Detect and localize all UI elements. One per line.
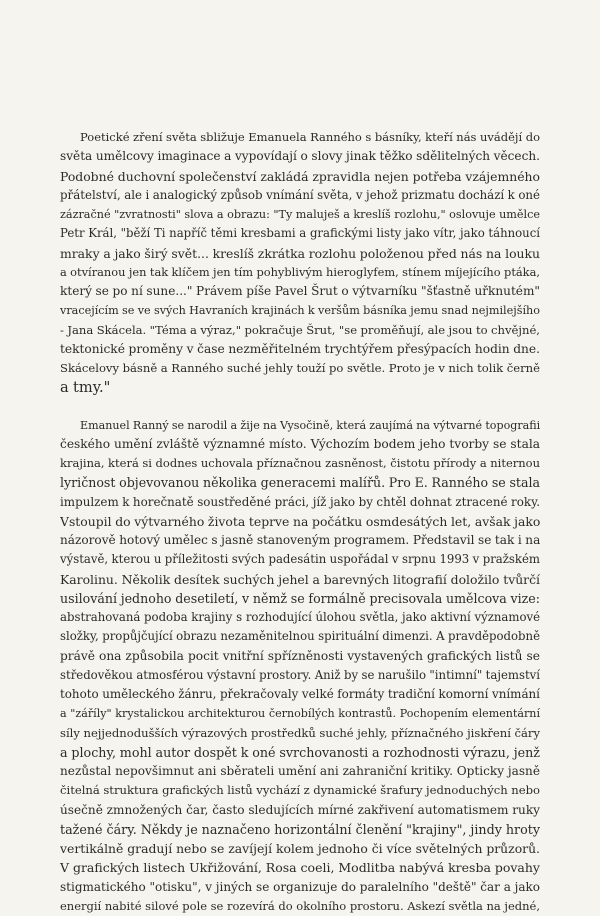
paragraph-gap — [60, 398, 540, 416]
text-line: středověkou atmosférou výstavní prostory. Aniž by se narušilo "intimní" tajemství — [60, 666, 540, 685]
text-line: Karolinu. Několik desítek suchých jehel a barevných litografií doložilo tvůrčí — [60, 570, 540, 589]
text-line: a "záříly" krystalickou architekturou černobílých kontrastů. Pochopením elementární — [60, 704, 540, 723]
text-line: Poetické zření světa sbližuje Emanuela Ranného s básníky, kteří nás uvádějí do — [60, 128, 540, 147]
text-line: a otvíranou jen tak klíčem jen tím pohyblivým hieroglyfem, stínem míjejícího ptáka, — [60, 263, 540, 282]
text-line: V grafických listech Ukřižování, Rosa coeli, Modlitba nabývá kresba povahy — [60, 858, 540, 877]
text-line: mraky a jako širý svět... kreslíš zkrátka rozlohu položenou před nás na louku — [60, 244, 540, 263]
text-line: vertikálně gradují nebo se zavíjejí kolem jednoho či více světelných průzorů. — [60, 839, 540, 858]
text-line: přátelství, ale i analogický způsob vnímání světa, v jehož prizmatu dochází k oné — [60, 186, 540, 205]
text-line: tažené čáry. Někdy je naznačeno horizontální členění "krajiny", jindy hroty — [60, 820, 540, 839]
text-line: abstrahovaná podoba krajiny s rozhodující úlohou světla, jako aktivní významové — [60, 608, 540, 627]
text-line: impulzem k horečnatě soustředěné práci, jíž jako by chtěl dohnat ztracené roky. — [60, 493, 540, 512]
text-line: tohoto uměleckého žánru, překračovaly velké formáty tradiční komorní vnímání — [60, 685, 540, 704]
text-line: a plochy, mohl autor dospět k oné svrchovanosti a rozhodnosti výrazu, jenž — [60, 743, 540, 762]
text-line: který se po ní sune..." Právem píše Pavel Šrut o výtvarníku "šťastně uřknutém" — [60, 282, 540, 301]
paragraph-2 — [60, 416, 540, 916]
text-line: Emanuel Ranný se narodil a žije na Vysočině, která zaujímá na výtvarné topografii — [60, 416, 540, 435]
text-line: světa umělcovy imaginace a vypovídají o slovy jinak těžko sdělitelných věcech. — [60, 147, 540, 166]
text-line: složky, propůjčující obrazu nezaměnitelnou spirituální dimenzi. A pravděpodobně — [60, 627, 540, 646]
text-line: Skácelovy básně a Ranného suché jehly touží po světle. Proto je v nich tolik černě — [60, 359, 540, 378]
text-line: vracejícím se ve svých Havraních krajinách k veršům básníka jemu snad nejmilejšího — [60, 301, 540, 320]
text-line: stigmatického "otisku", v jiných se organizuje do paralelního "deště" čar a jako — [60, 878, 540, 897]
text-line: krajina, která si dodnes uchovala příznačnou zasněnost, čistotu přírody a niternou — [60, 454, 540, 473]
text-line: výstavě, kterou u příležitosti svých padesátin uspořádal v srpnu 1993 v pražském — [60, 550, 540, 569]
text-line: Vstoupil do výtvarného života teprve na počátku osmdesátých let, avšak jako — [60, 512, 540, 531]
text-line: Petr Král, "běží Ti napříč těmi kresbami a grafickými listy jako vítr, jako táhnoucí — [60, 224, 540, 243]
text-line: právě ona způsobila pocit vnitřní spřízněnosti vystavených grafických listů se — [60, 647, 540, 666]
text-line: zázračné "zvratnosti" slova a obrazu: "Ty maluješ a kreslíš rozlohu," oslovuje umělce — [60, 205, 540, 224]
text-line: českého umění zvláště významné místo. Výchozím bodem jeho tvorby se stala — [60, 435, 540, 454]
text-line: úsečně zmnožených čar, často sledujících mírné zakřivení automatismem ruky — [60, 801, 540, 820]
text-line: čitelná struktura grafických listů vychází z dynamické šrafury jednoduchých nebo — [60, 781, 540, 800]
text-line: a tmy." — [60, 378, 540, 397]
text-line: - Jana Skácela. "Téma a výraz," pokračuje Šrut, "se proměňují, ale jsou to chvějné, — [60, 321, 540, 340]
text-line: tektonické proměny v čase nezměřitelném trychtýřem přesýpacích hodin dne. — [60, 340, 540, 359]
paragraph-1 — [60, 128, 540, 398]
text-line: lyričnost objevovanou několika generacemi malířů. Pro E. Ranného se stala — [60, 473, 540, 492]
text-line: energií nabité silové pole se rozevírá do okolního prostoru. Askezí světla na jedné, — [60, 897, 540, 916]
text-line: Podobné duchovní společenství zakládá zpravidla nejen potřeba vzájemného — [60, 167, 540, 186]
text-line: nezůstal nepovšimnut ani sběrateli umění ani zahraniční kritiky. Opticky jasně — [60, 762, 540, 781]
text-line: názorově hotový umělec s jasně stanoveným programem. Představil se tak i na — [60, 531, 540, 550]
text-line: usilování jednoho desetiletí, v němž se formálně precisovala umělcova vize: — [60, 589, 540, 608]
text-line: síly nejjednodušších výrazových prostředků suché jehly, příznačného jiskření čáry — [60, 724, 540, 743]
